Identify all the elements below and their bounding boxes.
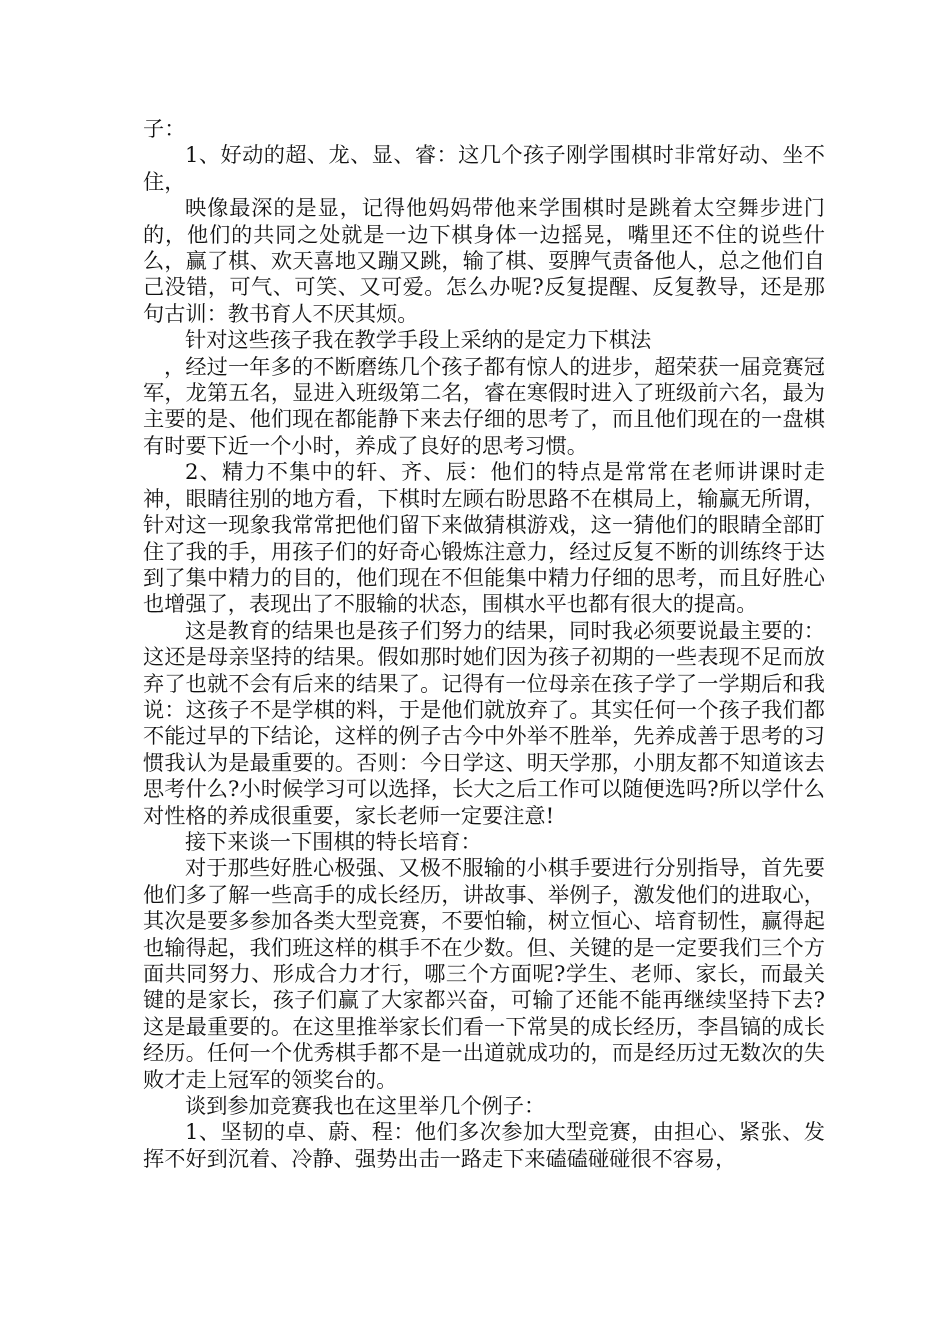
paragraph: 2、精力不集中的轩、齐、辰：他们的特点是常常在老师讲课时走神，眼睛往别的地方看，下棋时左顾右盼思路不在棋局上，输赢无所谓，针对这一现象我常常把他们留下来做猜棋游戏，这一猜他们的眼睛全部盯住了我的手，用孩子们的好奇心锻炼注意力，经过反复不断的训练终于达到了集中精力的目的，他们现在不但能集中精力仔细的思考，而且好胜心也增强了，表现出了不服输的状态，围棋水平也都有很大的提高。 — [143, 459, 825, 617]
document-page — [143, 116, 825, 1172]
paragraph: 子： — [143, 116, 186, 141]
paragraph: 1、坚韧的卓、蔚、程：他们多次参加大型竞赛，由担心、紧张、发挥不好到沉着、冷静、强势出击一路走下来磕磕碰碰很不容易， — [143, 1119, 825, 1171]
paragraph: 映像最深的是显，记得他妈妈带他来学围棋时是跳着太空舞步进门的，他们的共同之处就是一边下棋身体一边摇晃，嘴里还不住的说些什么，赢了棋、欢天喜地又蹦又跳，输了棋、耍脾气责备他人，总之他们自己没错，可气、可笑、又可爱。怎么办呢?反复提醒、反复教导，还是那句古训：教书育人不厌其烦。 — [143, 195, 825, 326]
paragraph: 1、好动的超、龙、显、睿：这几个孩子刚学围棋时非常好动、坐不住， — [143, 142, 825, 194]
paragraph: 接下来谈一下围棋的特长培育： — [185, 828, 482, 854]
paragraph: 针对这些孩子我在教学手段上采纳的是定力下棋法 — [185, 327, 652, 353]
paragraph: ，经过一年多的不断磨练几个孩子都有惊人的进步，超荣获一届竞赛冠军，龙第五名，显进入班级第二名，睿在寒假时进入了班级前六名，最为主要的是、他们现在都能静下来去仔细的思考了，而且他们现在的一盘棋有时要下近一个小时，养成了良好的思考习惯。 — [143, 353, 825, 458]
paragraph: 这是教育的结果也是孩子们努力的结果，同时我必须要说最主要的：这还是母亲坚持的结果。假如那时她们因为孩子初期的一些表现不足而放弃了也就不会有后来的结果了。记得有一位母亲在孩子学了一学期后和我说：这孩子不是学棋的料，于是他们就放弃了。其实任何一个孩子我们都不能过早的下结论，这样的例子古今中外举不胜举，先养成善于思考的习惯我认为是最重要的。否则：今日学这、明天学那，小朋友都不知道该去思考什么?小时候学习可以选择，长大之后工作可以随便选吗?所以学什么对性格的养成很重要，家长老师一定要注意! — [143, 617, 825, 828]
paragraph: 谈到参加竞赛我也在这里举几个例子： — [185, 1093, 546, 1119]
paragraph: 对于那些好胜心极强、又极不服输的小棋手要进行分别指导，首先要他们多了解一些高手的成长经历，讲故事、举例子，激发他们的进取心，其次是要多参加各类大型竞赛，不要怕输，树立恒心、培育韧性，赢得起也输得起，我们班这样的棋手不在少数。但、关键的是一定要我们三个方面共同努力、形成合力才行，哪三个方面呢?学生、老师、家长，而最关键的是家长，孩子们赢了大家都兴奋，可输了还能不能再继续坚持下去?这是最重要的。在这里推举家长们看一下常昊的成长经历，李昌镐的成长经历。任何一个优秀棋手都不是一出道就成功的，而是经历过无数次的失败才走上冠军的领奖台的。 — [143, 855, 825, 1092]
